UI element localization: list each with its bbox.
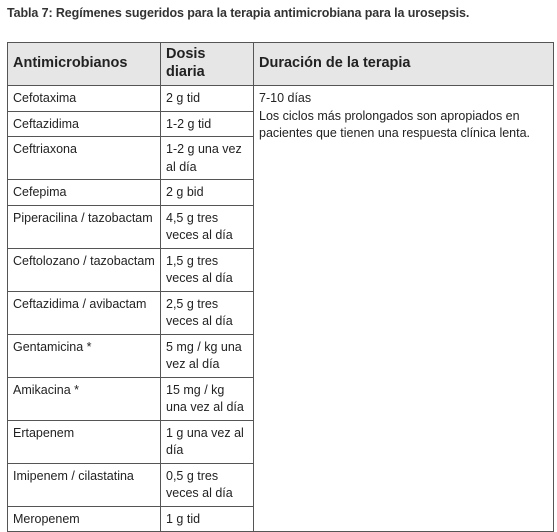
drug-cell: Meropenem bbox=[8, 506, 161, 532]
drug-cell: Gentamicina * bbox=[8, 334, 161, 377]
dose-cell: 0,5 g tres veces al día bbox=[161, 463, 254, 506]
dose-cell: 1 g tid bbox=[161, 506, 254, 532]
dose-cell: 2 g bid bbox=[161, 180, 254, 206]
table-caption: Tabla 7: Regímenes sugeridos para la terapia antimicrobiana para la urosepsis. bbox=[7, 6, 470, 20]
dose-cell: 2 g tid bbox=[161, 86, 254, 112]
drug-cell: Cefepima bbox=[8, 180, 161, 206]
header-antimicrobianos: Antimicrobianos bbox=[8, 43, 161, 86]
dose-cell: 4,5 g tres veces al día bbox=[161, 205, 254, 248]
drug-cell: Ertapenem bbox=[8, 420, 161, 463]
duration-note: Los ciclos más prolongados son apropiados en pacientes que tienen una respuesta clínica lenta. bbox=[259, 108, 531, 140]
table-header-row bbox=[8, 43, 554, 86]
table-row bbox=[8, 86, 554, 112]
dose-cell: 15 mg / kg una vez al día bbox=[161, 377, 254, 420]
dose-cell: 5 mg / kg una vez al día bbox=[161, 334, 254, 377]
dose-cell: 1-2 g tid bbox=[161, 111, 254, 137]
drug-cell: Imipenem / cilastatina bbox=[8, 463, 161, 506]
header-duracion: Duración de la terapia bbox=[254, 43, 554, 86]
drug-cell: Ceftazidima bbox=[8, 111, 161, 137]
duration-range: 7-10 días bbox=[259, 91, 312, 105]
duration-cell bbox=[254, 86, 554, 532]
drug-cell: Ceftolozano / tazobactam bbox=[8, 248, 161, 291]
dose-cell: 1-2 g una vez al día bbox=[161, 137, 254, 180]
dose-cell: 1 g una vez al día bbox=[161, 420, 254, 463]
dose-cell: 1,5 g tres veces al día bbox=[161, 248, 254, 291]
drug-cell: Cefotaxima bbox=[8, 86, 161, 112]
drug-cell: Ceftazidima / avibactam bbox=[8, 291, 161, 334]
dose-cell: 2,5 g tres veces al día bbox=[161, 291, 254, 334]
drug-cell: Ceftriaxona bbox=[8, 137, 161, 180]
drug-cell: Piperacilina / tazobactam bbox=[8, 205, 161, 248]
header-dosis-diaria: Dosis diaria bbox=[161, 43, 254, 86]
antimicrobial-table bbox=[7, 42, 554, 532]
drug-cell: Amikacina * bbox=[8, 377, 161, 420]
